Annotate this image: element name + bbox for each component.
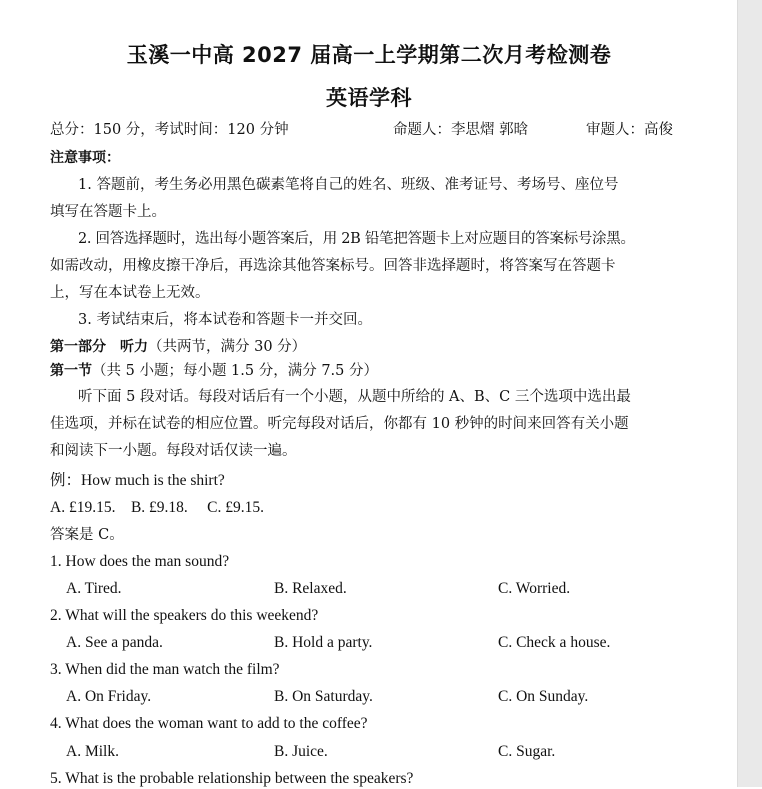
part1-heading <box>50 337 306 357</box>
exam-title: 玉溪一中高 2027 届高一上学期第二次月考检测卷 <box>126 43 612 67</box>
question-2-option-a: A. See a panda. <box>66 634 163 651</box>
example-answer: 答案是 C。 <box>50 527 124 543</box>
subject-title: 英语学科 <box>326 86 412 110</box>
section1-intro-line-3: 和阅读下一小题。每段对话仅读一遍。 <box>50 443 297 459</box>
example-options: A. £19.15. B. £9.18. C. £9.15. <box>50 499 264 516</box>
question-authors: 命题人：李思熠 郭晗 <box>393 122 529 138</box>
section1-intro-line-1: 听下面 5 段对话。每段对话后有一个小题，从题中所给的 A、B、C 三个选项中选出最 <box>78 389 631 405</box>
example-question: 例：How much is the shirt? <box>50 472 225 489</box>
question-5: 5. What is the probable relationship between the speakers? <box>50 770 414 787</box>
question-4: 4. What does the woman want to add to the coffee? <box>50 715 368 732</box>
section1-heading-rest: （共 5 小题；每小题 1.5 分，满分 7.5 分） <box>92 363 378 379</box>
question-4-option-c: C. Sugar. <box>498 743 556 760</box>
question-3-option-c: C. On Sunday. <box>498 688 589 705</box>
reviewer: 审题人：高俊 <box>586 122 673 138</box>
notice-item-2-line-1: 2. 回答选择题时，选出每小题答案后，用 2B 铅笔把答题卡上对应题目的答案标号涂黑。 <box>78 231 635 247</box>
notice-item-2-line-3: 上，写在本试卷上无效。 <box>50 285 210 301</box>
total-score-time: 总分：150 分，考试时间：120 分钟 <box>50 122 289 138</box>
section1-heading-bold: 第一节 <box>50 363 92 379</box>
question-1: 1. How does the man sound? <box>50 553 230 570</box>
notice-item-1-line-2: 填写在答题卡上。 <box>50 204 166 220</box>
vertical-scrollbar[interactable] <box>737 0 762 787</box>
question-2: 2. What will the speakers do this weekend? <box>50 607 319 624</box>
question-3-option-a: A. On Friday. <box>66 688 152 705</box>
question-4-option-b: B. Juice. <box>274 743 328 760</box>
notice-item-2-line-2: 如需改动，用橡皮擦干净后，再选涂其他答案标号。回答非选择题时，将答案写在答题卡 <box>50 258 616 274</box>
question-2-option-b: B. Hold a party. <box>274 634 373 651</box>
part1-heading-rest: （共两节，满分 30 分） <box>148 339 307 355</box>
notice-heading: 注意事项： <box>50 150 120 166</box>
question-3: 3. When did the man watch the film? <box>50 661 280 678</box>
notice-item-3: 3. 考试结束后，将本试卷和答题卡一并交回。 <box>78 312 372 328</box>
question-4-option-a: A. Milk. <box>66 743 119 760</box>
question-1-option-b: B. Relaxed. <box>274 580 347 597</box>
notice-item-1-line-1: 1. 答题前，考生务必用黑色碳素笔将自己的姓名、班级、准考证号、考场号、座位号 <box>78 177 619 193</box>
question-1-option-a: A. Tired. <box>66 580 122 597</box>
part1-heading-bold: 第一部分 听力 <box>50 339 148 355</box>
question-3-option-b: B. On Saturday. <box>274 688 373 705</box>
section1-heading <box>50 361 378 381</box>
question-1-option-c: C. Worried. <box>498 580 571 597</box>
section1-intro-line-2: 佳选项，并标在试卷的相应位置。听完每段对话后，你都有 10 秒钟的时间来回答有关小题 <box>50 416 629 432</box>
question-2-option-c: C. Check a house. <box>498 634 611 651</box>
